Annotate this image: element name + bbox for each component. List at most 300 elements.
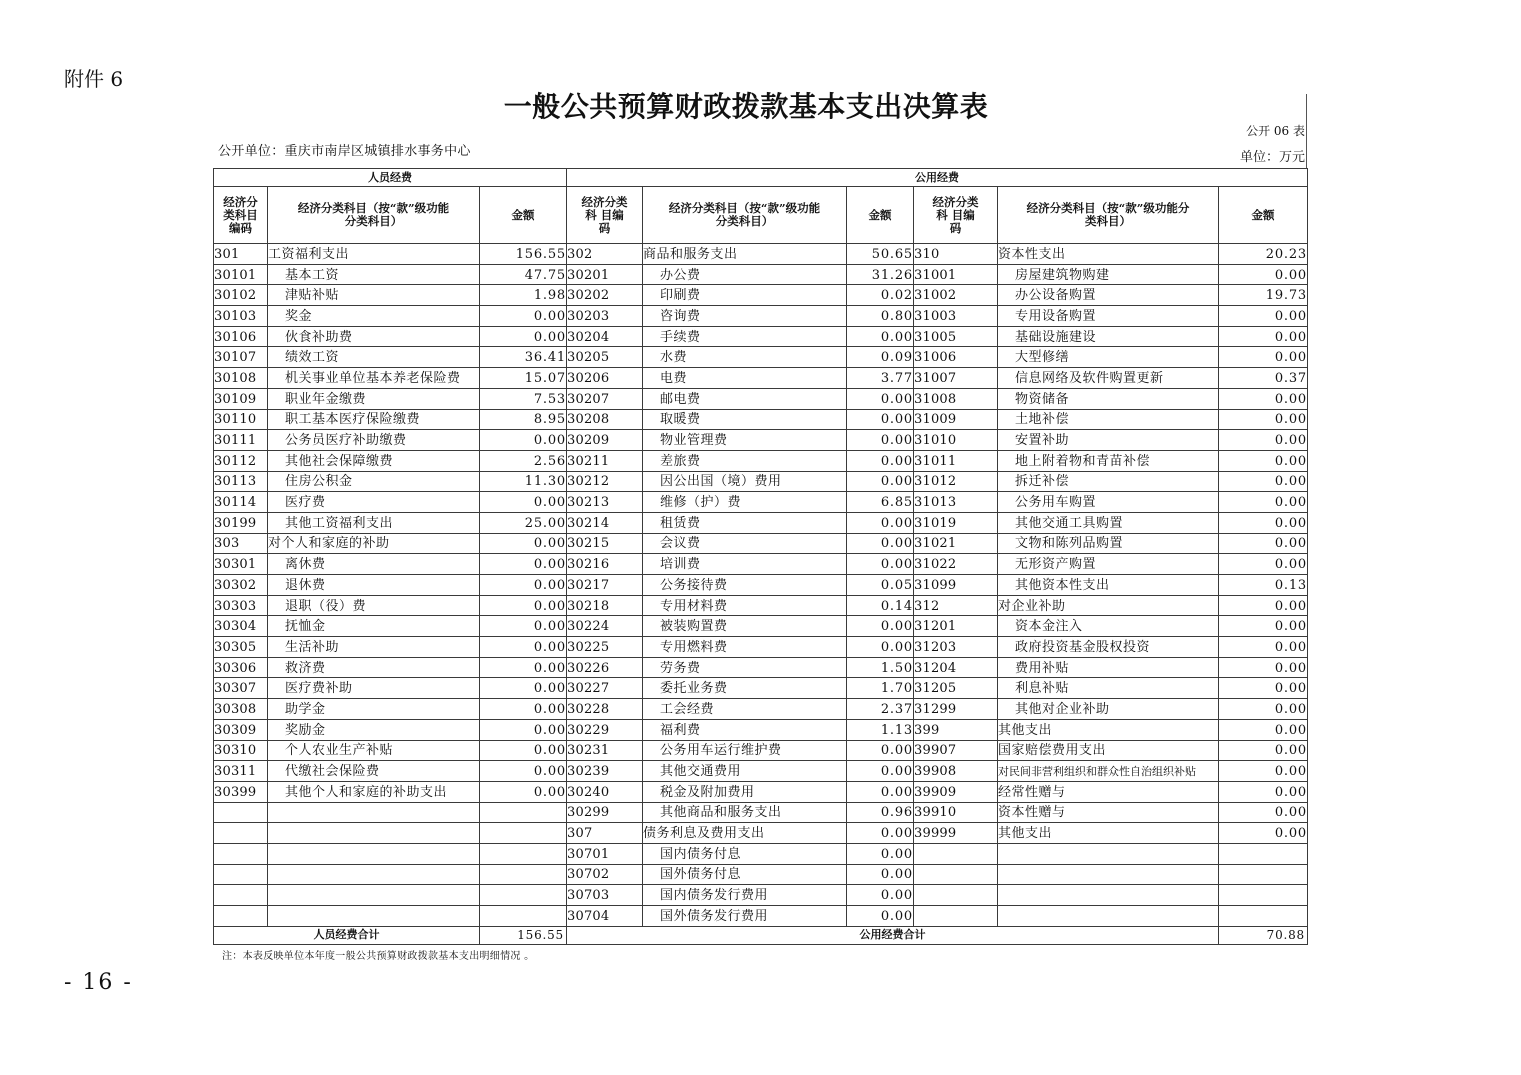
public-item-code: 30215	[567, 533, 643, 554]
public-item-code: 31001	[914, 264, 998, 285]
personnel-item-amount: 0.00	[480, 719, 567, 740]
empty-cell	[998, 906, 1219, 927]
public-item-name: 专用材料费	[643, 595, 847, 616]
public-item-code: 30203	[567, 306, 643, 327]
table-row	[214, 326, 1308, 347]
personnel-item-code: 30199	[214, 512, 268, 533]
public-item-amount: 0.13	[1219, 575, 1308, 596]
public-item-name: 物资储备	[998, 388, 1219, 409]
table-row	[214, 285, 1308, 306]
empty-cell	[268, 864, 480, 885]
public-name-header: 经济分类科目（按“款”级功能 分类科目）	[643, 187, 847, 244]
public-item-name: 对民间非营利组织和群众性自治组织补贴	[998, 761, 1219, 782]
personnel-item-amount: 0.00	[480, 657, 567, 678]
public-item-code: 30239	[567, 761, 643, 782]
public-item-amount: 0.00	[1219, 657, 1308, 678]
personnel-item-amount: 8.95	[480, 409, 567, 430]
public-item-amount: 19.73	[1219, 285, 1308, 306]
public-item-code: 312	[914, 595, 998, 616]
personnel-item-name: 绩效工资	[268, 347, 480, 368]
public-item-code: 30208	[567, 409, 643, 430]
public-item-code: 30212	[567, 471, 643, 492]
public-item-code: 30211	[567, 450, 643, 471]
public-item-code: 30204	[567, 326, 643, 347]
public-item-amount: 1.50	[847, 657, 914, 678]
public-item-code: 307	[567, 823, 643, 844]
public-item-amount: 0.00	[1219, 306, 1308, 327]
personnel-item-name: 个人农业生产补贴	[268, 740, 480, 761]
table-row	[214, 699, 1308, 720]
personnel-item-name: 住房公积金	[268, 471, 480, 492]
empty-cell	[480, 864, 567, 885]
public-item-amount: 0.00	[1219, 430, 1308, 451]
public-item-amount: 0.00	[1219, 823, 1308, 844]
personnel-item-code: 30310	[214, 740, 268, 761]
totals-row	[214, 926, 1308, 944]
personnel-item-name: 代缴社会保险费	[268, 761, 480, 782]
table-row	[214, 512, 1308, 533]
public-item-name: 无形资产购置	[998, 554, 1219, 575]
public-item-name: 租赁费	[643, 512, 847, 533]
personnel-name-header: 经济分类科目（按“款”级功能 分类科目）	[268, 187, 480, 244]
public-item-amount: 0.00	[847, 512, 914, 533]
public-item-name: 土地补偿	[998, 409, 1219, 430]
empty-cell	[998, 843, 1219, 864]
personnel-total-amount: 156.55	[480, 926, 567, 944]
public-item-name: 劳务费	[643, 657, 847, 678]
personnel-item-code: 30111	[214, 430, 268, 451]
table-row	[214, 471, 1308, 492]
public-item-amount: 0.00	[1219, 554, 1308, 575]
personnel-item-amount: 25.00	[480, 512, 567, 533]
personnel-item-code: 30106	[214, 326, 268, 347]
public-item-amount: 0.00	[847, 388, 914, 409]
empty-cell	[914, 906, 998, 927]
public-item-amount: 0.02	[847, 285, 914, 306]
public-item-code: 310	[914, 244, 998, 265]
public-code-header: 经济分类 科 目编 码	[567, 187, 643, 244]
empty-cell	[214, 802, 268, 823]
public-item-name: 其他交通费用	[643, 761, 847, 782]
public-item-name: 邮电费	[643, 388, 847, 409]
table-row	[214, 802, 1308, 823]
public-item-name: 委托业务费	[643, 678, 847, 699]
personnel-item-name: 津贴补贴	[268, 285, 480, 306]
personnel-item-amount: 0.00	[480, 678, 567, 699]
empty-cell	[998, 885, 1219, 906]
table-row	[214, 637, 1308, 658]
table-row	[214, 885, 1308, 906]
public-group-header: 公用经费	[567, 169, 1308, 187]
page-title: 一般公共预算财政拨款基本支出决算表	[503, 90, 989, 123]
personnel-item-amount: 11.30	[480, 471, 567, 492]
public-item-code: 30704	[567, 906, 643, 927]
public-item-name: 国外债务发行费用	[643, 906, 847, 927]
page-number: - 16 -	[64, 970, 133, 995]
public-item-code: 30229	[567, 719, 643, 740]
table-row	[214, 244, 1308, 265]
public-item-name: 资本性赠与	[998, 802, 1219, 823]
attachment-label: 附件 6	[64, 67, 124, 91]
public-item-amount: 0.00	[847, 471, 914, 492]
public-item-name: 商品和服务支出	[643, 244, 847, 265]
empty-cell	[214, 843, 268, 864]
public-item-code: 30226	[567, 657, 643, 678]
public-item-amount: 0.00	[847, 409, 914, 430]
public-item-code: 31007	[914, 368, 998, 389]
public-item-amount: 0.00	[1219, 326, 1308, 347]
public-item-amount: 0.00	[1219, 802, 1308, 823]
public-item-code: 30701	[567, 843, 643, 864]
public-item-name: 水费	[643, 347, 847, 368]
public-item-code: 31201	[914, 616, 998, 637]
empty-cell	[998, 864, 1219, 885]
public-amount-header: 金额	[847, 187, 914, 244]
table-row	[214, 781, 1308, 802]
public-item-name: 办公费	[643, 264, 847, 285]
public-item-amount: 0.00	[1219, 388, 1308, 409]
personnel-item-name: 其他社会保障缴费	[268, 450, 480, 471]
table-row	[214, 347, 1308, 368]
personnel-item-name: 退职（役）费	[268, 595, 480, 616]
personnel-item-name: 医疗费	[268, 492, 480, 513]
public-item-amount: 0.00	[1219, 616, 1308, 637]
public-item-code: 39907	[914, 740, 998, 761]
personnel-item-code: 303	[214, 533, 268, 554]
personnel-item-code: 30110	[214, 409, 268, 430]
public-item-name: 信息网络及软件购置更新	[998, 368, 1219, 389]
empty-cell	[268, 843, 480, 864]
public-item-name: 房屋建筑物购建	[998, 264, 1219, 285]
personnel-item-code: 30101	[214, 264, 268, 285]
personnel-item-amount: 0.00	[480, 554, 567, 575]
public-item-code: 30228	[567, 699, 643, 720]
public-item-code: 30227	[567, 678, 643, 699]
public-item-name: 手续费	[643, 326, 847, 347]
public-item-code: 30206	[567, 368, 643, 389]
empty-cell	[480, 823, 567, 844]
currency-unit: 单位：万元	[1239, 150, 1305, 165]
personnel-item-name: 医疗费补助	[268, 678, 480, 699]
personnel-item-name: 退休费	[268, 575, 480, 596]
public-item-name: 其他商品和服务支出	[643, 802, 847, 823]
public-item-amount: 0.00	[847, 637, 914, 658]
public-item-amount: 0.00	[1219, 781, 1308, 802]
personnel-item-code: 30302	[214, 575, 268, 596]
public-item-code: 30209	[567, 430, 643, 451]
table-row	[214, 823, 1308, 844]
empty-cell	[914, 843, 998, 864]
personnel-item-amount: 156.55	[480, 244, 567, 265]
public-item-code: 30202	[567, 285, 643, 306]
table-row	[214, 864, 1308, 885]
public-item-amount: 0.00	[1219, 512, 1308, 533]
empty-cell	[214, 906, 268, 927]
public-item-name: 专用燃料费	[643, 637, 847, 658]
empty-cell	[914, 864, 998, 885]
empty-cell	[1219, 864, 1308, 885]
table-row	[214, 430, 1308, 451]
public-item-amount: 0.00	[847, 864, 914, 885]
personnel-item-code: 30102	[214, 285, 268, 306]
public-item-name: 税金及附加费用	[643, 781, 847, 802]
footnote: 注：本表反映单位本年度一般公共预算财政拨款基本支出明细情况 。	[222, 951, 535, 962]
personnel-item-amount: 2.56	[480, 450, 567, 471]
public-item-code: 30703	[567, 885, 643, 906]
public-item-amount: 0.00	[1219, 347, 1308, 368]
personnel-item-code: 30303	[214, 595, 268, 616]
public-item-name: 其他支出	[998, 823, 1219, 844]
table-row	[214, 719, 1308, 740]
public-item-name: 其他支出	[998, 719, 1219, 740]
public-item-code: 30214	[567, 512, 643, 533]
personnel-item-code: 30112	[214, 450, 268, 471]
personnel-item-code: 30304	[214, 616, 268, 637]
table-row	[214, 388, 1308, 409]
public-item-name: 其他交通工具购置	[998, 512, 1219, 533]
empty-cell	[268, 823, 480, 844]
empty-cell	[480, 906, 567, 927]
public-total-amount: 70.88	[1219, 926, 1308, 944]
personnel-item-code: 30301	[214, 554, 268, 575]
public-item-amount: 0.00	[1219, 471, 1308, 492]
public-item-name: 电费	[643, 368, 847, 389]
public-item-name: 国外债务付息	[643, 864, 847, 885]
personnel-item-amount: 36.41	[480, 347, 567, 368]
reporting-organization: 公开单位：重庆市南岸区城镇排水事务中心	[218, 144, 471, 159]
table-row	[214, 906, 1308, 927]
personnel-item-amount: 0.00	[480, 430, 567, 451]
public-item-amount: 0.05	[847, 575, 914, 596]
public-item-name: 资本性支出	[998, 244, 1219, 265]
public-item-code: 30217	[567, 575, 643, 596]
public-item-amount: 0.00	[1219, 740, 1308, 761]
public-item-name: 会议费	[643, 533, 847, 554]
personnel-item-name: 抚恤金	[268, 616, 480, 637]
public-item-code: 31099	[914, 575, 998, 596]
public-item-amount: 0.00	[1219, 409, 1308, 430]
table-row	[214, 554, 1308, 575]
public-amount-header: 金额	[1219, 187, 1308, 244]
public-item-amount: 0.00	[847, 885, 914, 906]
public-item-code: 31299	[914, 699, 998, 720]
public-item-code: 39910	[914, 802, 998, 823]
public-item-code: 31019	[914, 512, 998, 533]
public-item-name: 公务用车运行维护费	[643, 740, 847, 761]
personnel-item-code: 30109	[214, 388, 268, 409]
table-row	[214, 678, 1308, 699]
personnel-item-code: 30309	[214, 719, 268, 740]
public-item-amount: 0.00	[847, 761, 914, 782]
public-item-code: 30201	[567, 264, 643, 285]
public-item-name: 安置补助	[998, 430, 1219, 451]
public-item-amount: 0.00	[847, 450, 914, 471]
public-item-code: 39909	[914, 781, 998, 802]
public-item-name: 维修（护）费	[643, 492, 847, 513]
public-item-code: 31010	[914, 430, 998, 451]
public-item-amount: 0.96	[847, 802, 914, 823]
personnel-item-amount: 0.00	[480, 781, 567, 802]
empty-cell	[914, 885, 998, 906]
public-item-name: 差旅费	[643, 450, 847, 471]
public-item-amount: 0.00	[1219, 595, 1308, 616]
public-item-name: 其他资本性支出	[998, 575, 1219, 596]
public-item-code: 399	[914, 719, 998, 740]
public-item-amount: 0.00	[1219, 492, 1308, 513]
public-item-amount: 0.00	[1219, 533, 1308, 554]
public-item-code: 30702	[567, 864, 643, 885]
personnel-item-amount: 0.00	[480, 699, 567, 720]
table-row	[214, 657, 1308, 678]
personnel-code-header: 经济分 类科目 编码	[214, 187, 268, 244]
public-item-amount: 0.00	[1219, 719, 1308, 740]
personnel-item-name: 救济费	[268, 657, 480, 678]
public-item-code: 31204	[914, 657, 998, 678]
public-item-code: 31012	[914, 471, 998, 492]
public-item-name: 大型修缮	[998, 347, 1219, 368]
public-item-name: 文物和陈列品购置	[998, 533, 1219, 554]
public-item-amount: 0.00	[847, 781, 914, 802]
public-item-code: 31022	[914, 554, 998, 575]
personnel-item-code: 30113	[214, 471, 268, 492]
public-item-amount: 0.00	[1219, 761, 1308, 782]
expenditure-table	[213, 168, 1308, 945]
public-item-amount: 50.65	[847, 244, 914, 265]
margin-rule	[1306, 94, 1307, 168]
personnel-item-amount: 0.00	[480, 575, 567, 596]
personnel-item-amount: 0.00	[480, 740, 567, 761]
public-item-amount: 0.37	[1219, 368, 1308, 389]
public-item-name: 培训费	[643, 554, 847, 575]
personnel-item-name: 对个人和家庭的补助	[268, 533, 480, 554]
empty-cell	[480, 885, 567, 906]
personnel-item-amount: 0.00	[480, 595, 567, 616]
personnel-item-code: 30103	[214, 306, 268, 327]
public-item-name: 公务接待费	[643, 575, 847, 596]
public-item-code: 30225	[567, 637, 643, 658]
public-item-name: 物业管理费	[643, 430, 847, 451]
public-item-code: 30216	[567, 554, 643, 575]
public-item-code: 30299	[567, 802, 643, 823]
public-item-code: 302	[567, 244, 643, 265]
public-item-amount: 0.80	[847, 306, 914, 327]
public-item-amount: 0.00	[1219, 637, 1308, 658]
personnel-amount-header: 金额	[480, 187, 567, 244]
public-item-name: 基础设施建设	[998, 326, 1219, 347]
personnel-item-amount: 0.00	[480, 761, 567, 782]
empty-cell	[480, 802, 567, 823]
public-item-code: 39908	[914, 761, 998, 782]
public-item-name: 地上附着物和青苗补偿	[998, 450, 1219, 471]
personnel-item-name: 助学金	[268, 699, 480, 720]
public-item-amount: 2.37	[847, 699, 914, 720]
public-item-code: 39999	[914, 823, 998, 844]
public-item-name: 取暖费	[643, 409, 847, 430]
public-item-amount: 31.26	[847, 264, 914, 285]
public-item-name: 经常性赠与	[998, 781, 1219, 802]
public-item-amount: 0.00	[847, 823, 914, 844]
public-item-amount: 1.13	[847, 719, 914, 740]
table-row	[214, 492, 1308, 513]
table-row	[214, 450, 1308, 471]
public-item-code: 31008	[914, 388, 998, 409]
personnel-total-label: 人员经费合计	[214, 926, 480, 944]
personnel-item-code: 30108	[214, 368, 268, 389]
personnel-item-amount: 0.00	[480, 616, 567, 637]
public-item-amount: 0.00	[847, 906, 914, 927]
public-item-name: 国内债务付息	[643, 843, 847, 864]
table-row	[214, 761, 1308, 782]
public-item-code: 31009	[914, 409, 998, 430]
personnel-item-code: 30107	[214, 347, 268, 368]
personnel-item-name: 生活补助	[268, 637, 480, 658]
public-item-code: 31005	[914, 326, 998, 347]
public-item-name: 国内债务发行费用	[643, 885, 847, 906]
public-item-name: 印刷费	[643, 285, 847, 306]
personnel-item-name: 工资福利支出	[268, 244, 480, 265]
public-item-amount: 0.00	[847, 740, 914, 761]
personnel-item-name: 基本工资	[268, 264, 480, 285]
public-item-code: 30213	[567, 492, 643, 513]
table-row	[214, 368, 1308, 389]
table-row	[214, 740, 1308, 761]
public-item-amount: 0.00	[847, 616, 914, 637]
personnel-item-code: 30311	[214, 761, 268, 782]
public-item-amount: 0.00	[847, 430, 914, 451]
personnel-item-name: 离休费	[268, 554, 480, 575]
personnel-item-code: 301	[214, 244, 268, 265]
public-item-code: 30218	[567, 595, 643, 616]
empty-cell	[214, 823, 268, 844]
group-header-row	[214, 169, 1308, 187]
personnel-item-name: 伙食补助费	[268, 326, 480, 347]
public-item-amount: 6.85	[847, 492, 914, 513]
public-item-name: 其他对企业补助	[998, 699, 1219, 720]
personnel-group-header: 人员经费	[214, 169, 567, 187]
public-item-code: 31021	[914, 533, 998, 554]
empty-cell	[268, 885, 480, 906]
public-item-amount: 0.09	[847, 347, 914, 368]
personnel-item-name: 奖金	[268, 306, 480, 327]
public-item-name: 国家赔偿费用支出	[998, 740, 1219, 761]
personnel-item-amount: 0.00	[480, 492, 567, 513]
public-item-code: 31002	[914, 285, 998, 306]
table-row	[214, 843, 1308, 864]
table-row	[214, 264, 1308, 285]
empty-cell	[268, 802, 480, 823]
public-item-amount: 3.77	[847, 368, 914, 389]
personnel-item-code: 30114	[214, 492, 268, 513]
public-item-amount: 20.23	[1219, 244, 1308, 265]
public-item-amount: 0.14	[847, 595, 914, 616]
public-item-code: 31006	[914, 347, 998, 368]
public-item-amount: 0.00	[1219, 264, 1308, 285]
public-item-code: 31203	[914, 637, 998, 658]
public-item-amount: 0.00	[847, 843, 914, 864]
public-item-name: 福利费	[643, 719, 847, 740]
table-row	[214, 409, 1308, 430]
personnel-item-name: 其他个人和家庭的补助支出	[268, 781, 480, 802]
personnel-item-name: 职业年金缴费	[268, 388, 480, 409]
personnel-item-name: 职工基本医疗保险缴费	[268, 409, 480, 430]
public-item-code: 30224	[567, 616, 643, 637]
public-item-name: 拆迁补偿	[998, 471, 1219, 492]
public-item-code: 30207	[567, 388, 643, 409]
table-row	[214, 306, 1308, 327]
table-row	[214, 595, 1308, 616]
public-item-code: 31011	[914, 450, 998, 471]
public-code-header: 经济分类 科 目编 码	[914, 187, 998, 244]
